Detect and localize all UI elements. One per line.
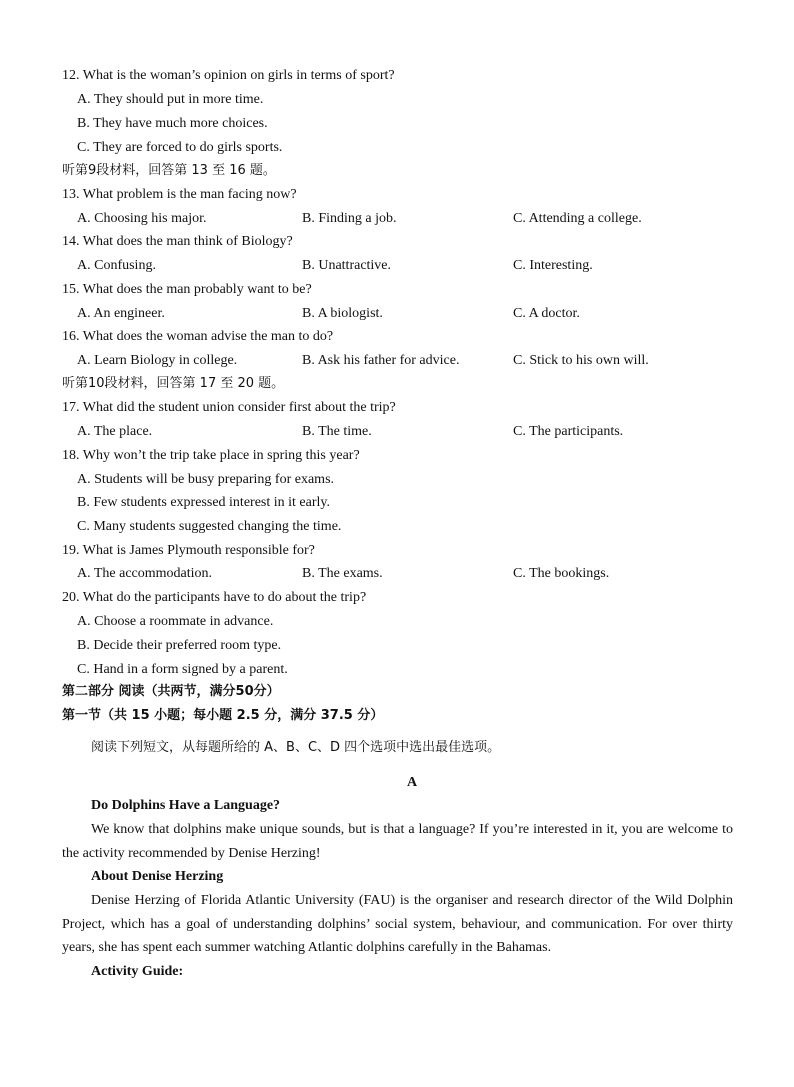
question-13-option-b: B. Finding a job. xyxy=(302,211,397,226)
question-16-stem: 16. What does the woman advise the man to do? xyxy=(62,329,334,344)
question-12-option-c: C. They are forced to do girls sports. xyxy=(77,140,283,155)
question-13-option-c: C. Attending a college. xyxy=(513,211,642,226)
intro-paragraph xyxy=(62,818,733,865)
part-2-heading: 第二部分 阅读（共两节，满分50分） xyxy=(62,684,280,699)
question-17-option-b: B. The time. xyxy=(302,424,372,439)
question-19-stem: 19. What is James Plymouth responsible for? xyxy=(62,543,315,558)
section-9-instruction: 听第9段材料，回答第 13 至 16 题。 xyxy=(62,163,276,178)
question-15-stem: 15. What does the man probably want to be? xyxy=(62,282,312,297)
section-10-instruction: 听第10段材料，回答第 17 至 20 题。 xyxy=(62,376,285,391)
question-18-stem: 18. Why won’t the trip take place in spring this year? xyxy=(62,448,360,463)
question-15-option-a: A. An engineer. xyxy=(77,306,165,321)
question-19-option-a: A. The accommodation. xyxy=(77,566,213,581)
question-18-option-a: A. Students will be busy preparing for exams. xyxy=(77,472,335,487)
question-14-option-c: C. Interesting. xyxy=(513,258,593,273)
question-12-option-a: A. They should put in more time. xyxy=(77,92,264,107)
question-17-option-c: C. The participants. xyxy=(513,424,624,439)
reading-instruction: 阅读下列短文，从每题所给的 A、B、C、D 四个选项中选出最佳选项。 xyxy=(91,740,501,755)
activity-guide-heading: Activity Guide: xyxy=(91,964,184,979)
intro-text: We know that dolphins make unique sounds, but is that a language? If you’re interested in it, you are welcome to the activity recommended by Denise Herzing! xyxy=(62,822,733,861)
question-13-option-a: A. Choosing his major. xyxy=(77,211,207,226)
passage-title: Do Dolphins Have a Language? xyxy=(91,798,281,813)
question-12-option-b: B. They have much more choices. xyxy=(77,116,268,131)
question-18-option-b: B. Few students expressed interest in it early. xyxy=(77,495,330,510)
question-19-option-c: C. The bookings. xyxy=(513,566,610,581)
question-18-option-c: C. Many students suggested changing the time. xyxy=(77,519,342,534)
question-14-option-a: A. Confusing. xyxy=(77,258,156,273)
question-14-option-b: B. Unattractive. xyxy=(302,258,392,273)
question-13-stem: 13. What problem is the man facing now? xyxy=(62,187,297,202)
about-text: Denise Herzing of Florida Atlantic University (FAU) is the organiser and research director of the Wild Dolphin Project, which has a goal of understanding dolphins’ social system, behaviour, and communication. For over thirty years, she has spent each summer watching Atlantic dolphins carefully in the Bahamas. xyxy=(62,893,733,956)
about-heading: About Denise Herzing xyxy=(91,869,224,884)
question-19-option-b: B. The exams. xyxy=(302,566,383,581)
question-16-option-c: C. Stick to his own will. xyxy=(513,353,649,368)
question-20-option-b: B. Decide their preferred room type. xyxy=(77,638,282,653)
section-1-heading: 第一节（共 15 小题；每小题 2.5 分，满分 37.5 分） xyxy=(62,708,384,723)
about-paragraph xyxy=(62,889,733,960)
question-14-stem: 14. What does the man think of Biology? xyxy=(62,234,293,249)
question-20-option-a: A. Choose a roommate in advance. xyxy=(77,614,274,629)
question-20-option-c: C. Hand in a form signed by a parent. xyxy=(77,662,288,677)
question-17-option-a: A. The place. xyxy=(77,424,153,439)
question-16-option-b: B. Ask his father for advice. xyxy=(302,353,460,368)
question-16-option-a: A. Learn Biology in college. xyxy=(77,353,238,368)
question-15-option-b: B. A biologist. xyxy=(302,306,383,321)
question-15-option-c: C. A doctor. xyxy=(513,306,580,321)
question-20-stem: 20. What do the participants have to do about the trip? xyxy=(62,590,367,605)
question-12-stem: 12. What is the woman’s opinion on girls in terms of sport? xyxy=(62,68,395,83)
question-17-stem: 17. What did the student union consider first about the trip? xyxy=(62,400,396,415)
passage-label: A xyxy=(406,775,418,790)
